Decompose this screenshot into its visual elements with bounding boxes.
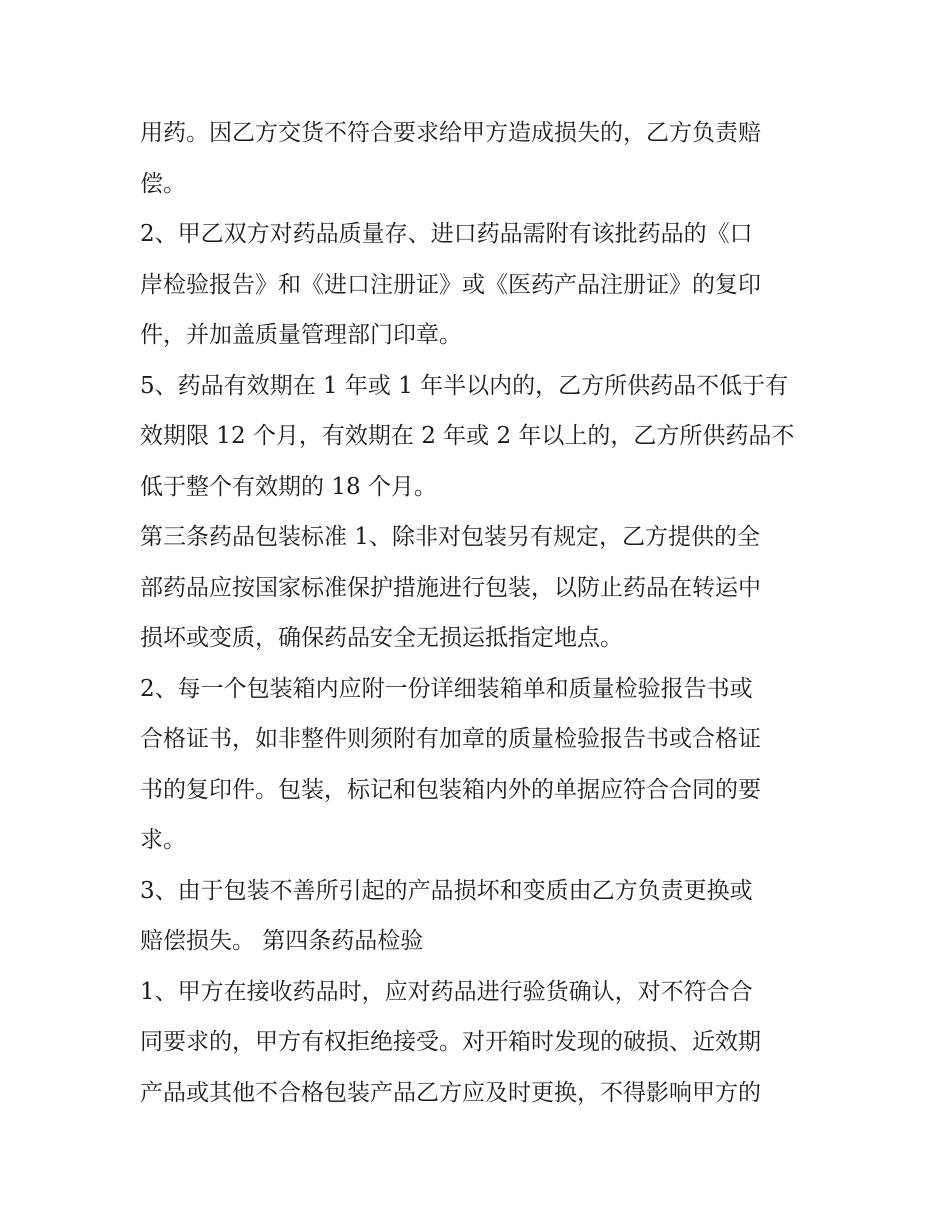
text-line: 件，并加盖质量管理部门印章。 xyxy=(140,322,462,348)
text-line: 同要求的，甲方有权拒绝接受。对开箱时发现的破损、近效期 xyxy=(140,1029,761,1055)
paragraph-packing-list xyxy=(140,664,820,866)
text-line: 3、由于包装不善所引起的产品损坏和变质由乙方负责更换或 xyxy=(140,877,753,904)
paragraph-delivery-compensation xyxy=(140,108,820,209)
document-page xyxy=(140,108,820,1118)
text-line: 产品或其他不合格包装产品乙方应及时更换，不得影响甲方的 xyxy=(140,1079,761,1106)
paragraph-inspection xyxy=(140,967,820,1119)
paragraph-packaging-damage xyxy=(140,866,820,967)
text-line: 第三条药品包装标准 1、除非对包装另有规定，乙方提供的全 xyxy=(140,524,760,550)
text-line: 1、甲方在接收药品时，应对药品进行验货确认，对不符合合 xyxy=(140,978,753,1005)
text-line: 5、药品有效期在 1 年或 1 年半以内的，乙方所供药品不低于有 xyxy=(140,372,789,399)
paragraph-packaging-standard xyxy=(140,512,820,664)
text-line: 2、甲乙双方对药品质量存、进口药品需附有该批药品的《口 xyxy=(140,221,753,247)
paragraph-import-documents xyxy=(140,209,820,361)
text-line: 2、每一个包装箱内应附一份详细装箱单和质量检验报告书或 xyxy=(140,675,753,702)
text-line: 岸检验报告》和《进口注册证》或《医药产品注册证》的复印 xyxy=(140,271,761,298)
paragraph-shelf-life xyxy=(140,361,820,513)
text-line: 部药品应按国家标准保护措施进行包装，以防止药品在转运中 xyxy=(140,574,761,601)
text-line: 合格证书，如非整件则须附有加章的质量检验报告书或合格证 xyxy=(140,726,761,752)
text-line: 效期限 12 个月，有效期在 2 年或 2 年以上的，乙方所供药品不 xyxy=(140,423,795,449)
text-line: 偿。 xyxy=(140,170,186,197)
text-line: 求。 xyxy=(140,827,186,853)
text-line: 用药。因乙方交货不符合要求给甲方造成损失的，乙方负责赔 xyxy=(140,120,761,146)
text-line: 赔偿损失。 第四条药品检验 xyxy=(140,928,424,954)
text-line: 书的复印件。包装，标记和包装箱内外的单据应符合合同的要 xyxy=(140,776,761,803)
text-line: 低于整个有效期的 18 个月。 xyxy=(140,473,437,500)
text-line: 损坏或变质，确保药品安全无损运抵指定地点。 xyxy=(140,625,623,651)
